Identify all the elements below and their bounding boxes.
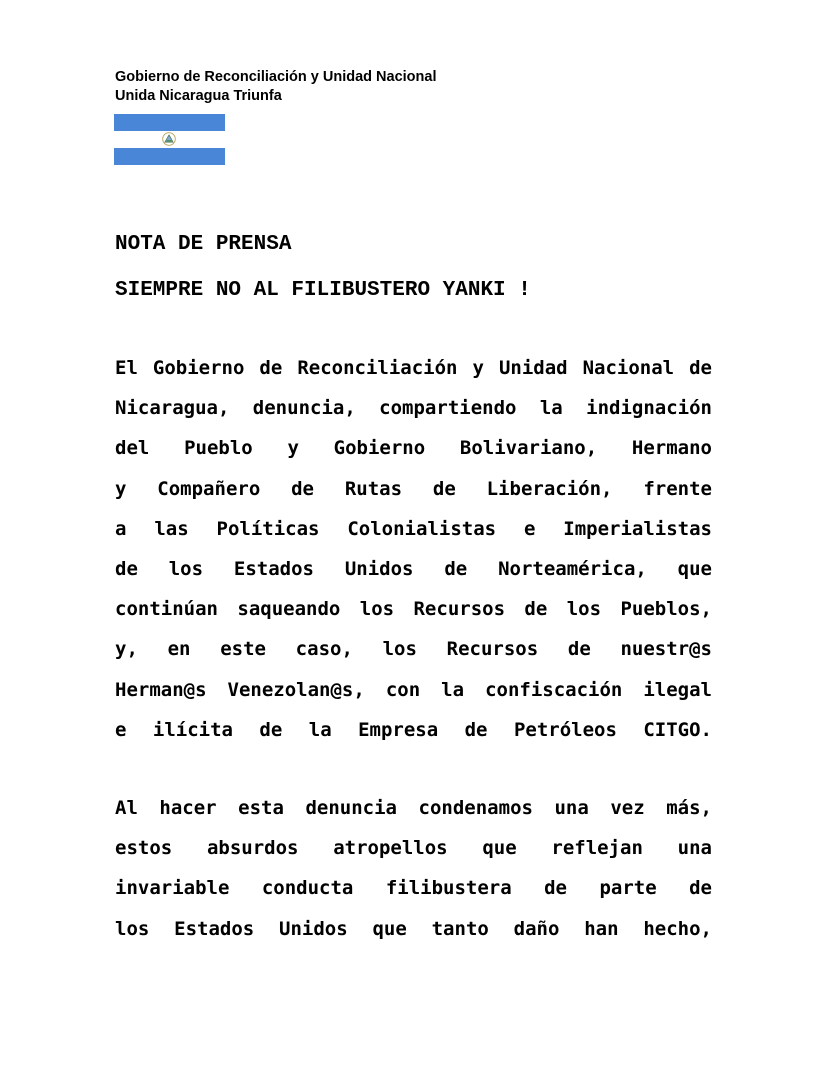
- letterhead-government-name: Gobierno de Reconciliación y Unidad Nacional: [115, 69, 437, 85]
- letterhead: [115, 68, 436, 106]
- paragraph-line: y Compañero de Rutas de Liberación, frente: [115, 477, 712, 500]
- flag-bottom-stripe: [114, 148, 225, 165]
- paragraph-line: del Pueblo y Gobierno Bolivariano, Hermano: [115, 437, 712, 460]
- paragraph-line: invariable conducta filibustera de parte de: [115, 877, 712, 900]
- paragraph-line: los Estados Unidos que tanto daño han hecho,: [115, 917, 712, 940]
- document-headline: SIEMPRE NO AL FILIBUSTERO YANKI !: [115, 279, 531, 302]
- paragraph-line: Nicaragua, denuncia, compartiendo la indignación: [115, 397, 712, 420]
- paragraph-line: El Gobierno de Reconciliación y Unidad Nacional de: [115, 357, 712, 379]
- paragraph-line: de los Estados Unidos de Norteamérica, que: [115, 558, 712, 581]
- flag-top-stripe: [114, 114, 225, 131]
- letterhead-slogan: Unida Nicaragua Triunfa: [115, 88, 282, 104]
- paragraph-line: a las Políticas Colonialistas e Imperialistas: [115, 517, 712, 540]
- body-paragraph-2: [115, 788, 712, 949]
- paragraph-line: y, en este caso, los Recursos de nuestr@s: [115, 638, 712, 661]
- paragraph-line: Al hacer esta denuncia condenamos una vez más,: [115, 797, 712, 819]
- body-paragraph-1: [115, 348, 712, 750]
- paragraph-line: e ilícita de la Empresa de Petróleos CITGO.: [115, 718, 712, 741]
- coat-of-arms-icon: [162, 132, 176, 146]
- paragraph-line: estos absurdos atropellos que reflejan una: [115, 837, 712, 860]
- paragraph-line: continúan saqueando los Recursos de los Pueblos,: [115, 598, 712, 621]
- document-kicker: NOTA DE PRENSA: [115, 233, 292, 256]
- press-release-titles: [115, 222, 531, 314]
- paragraph-line: Herman@s Venezolan@s, con la confiscación ilegal: [115, 678, 712, 701]
- nicaragua-flag-icon: [114, 114, 225, 165]
